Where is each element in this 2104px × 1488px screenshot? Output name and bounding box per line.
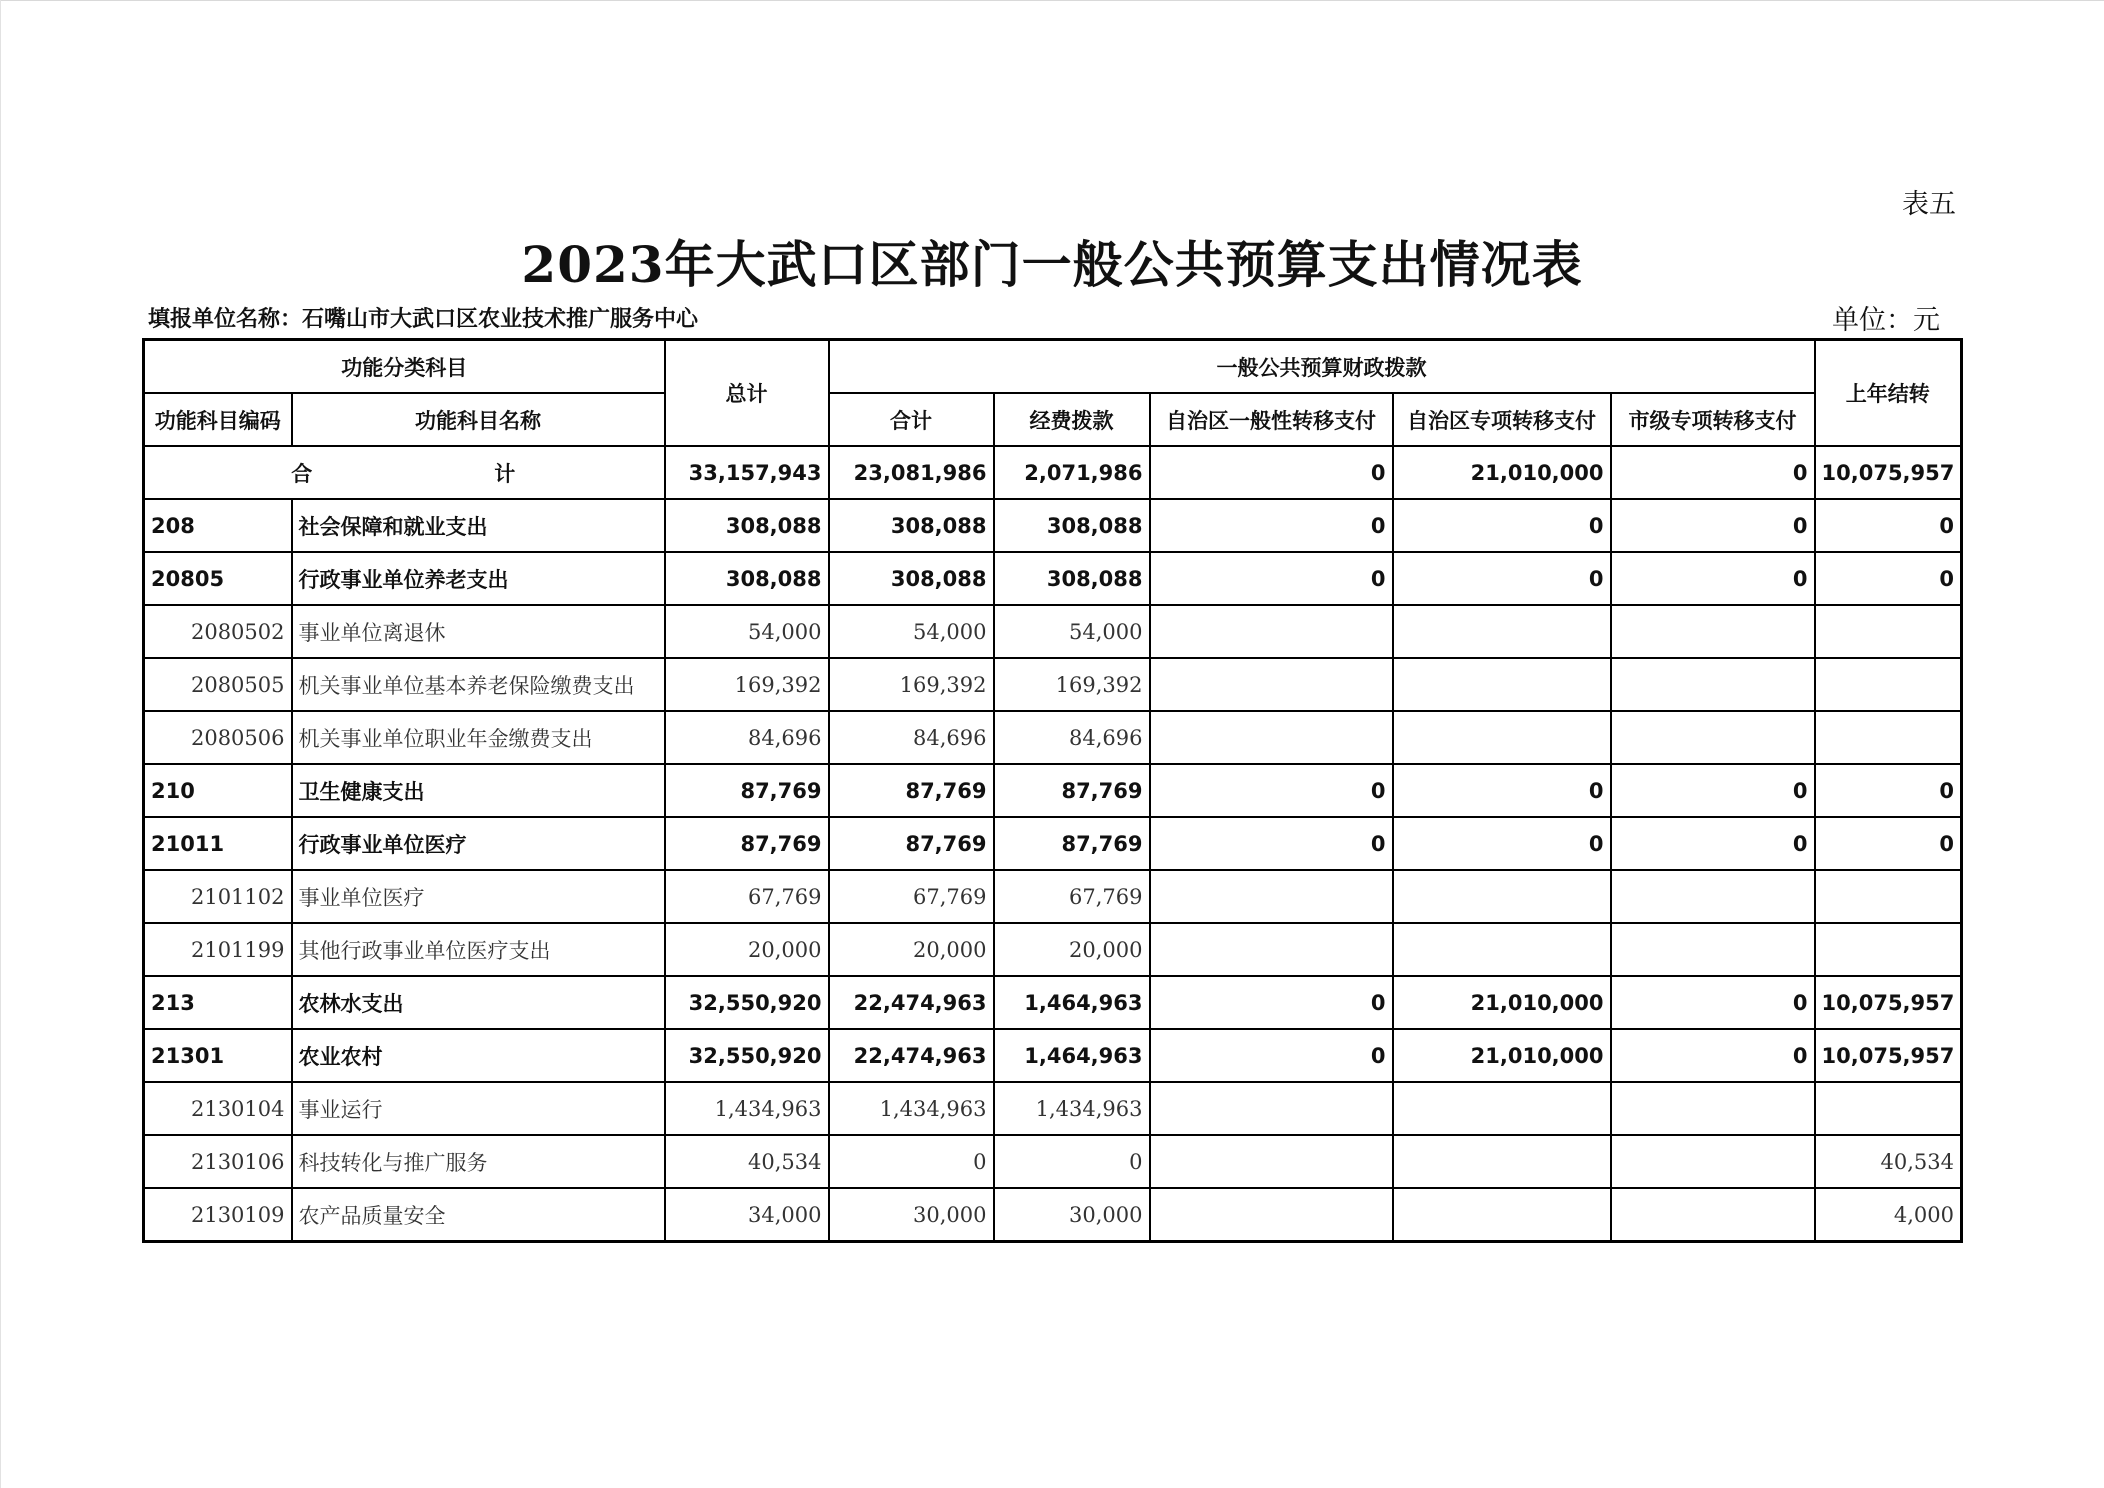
region-general-cell: 0	[1150, 1029, 1393, 1082]
func-name-cell: 科技转化与推广服务	[292, 1135, 665, 1188]
subtotal-cell: 308,088	[829, 552, 994, 605]
func-name-cell: 农林水支出	[292, 976, 665, 1029]
page-edge-top	[0, 0, 2104, 1]
region-general-cell: 0	[1150, 552, 1393, 605]
table-row	[144, 764, 1962, 817]
func-code-cell: 2080502	[144, 605, 292, 658]
city-special-cell	[1611, 1135, 1815, 1188]
city-special-cell: 0	[1611, 976, 1815, 1029]
subtotal-cell: 22,474,963	[829, 1029, 994, 1082]
city-special-cell: 0	[1611, 1029, 1815, 1082]
subtotal-cell: 0	[829, 1135, 994, 1188]
total-cell: 84,696	[665, 711, 829, 764]
func-code-cell: 2130104	[144, 1082, 292, 1135]
carryover-cell: 0	[1815, 552, 1962, 605]
func-name-cell: 社会保障和就业支出	[292, 499, 665, 552]
region-general-cell	[1150, 605, 1393, 658]
header-row-1	[144, 340, 1962, 394]
city-special-cell: 0	[1611, 817, 1815, 870]
func-code-cell: 2101102	[144, 870, 292, 923]
city-special-cell	[1611, 711, 1815, 764]
grand-total-region-special: 21,010,000	[1393, 446, 1611, 499]
region-general-cell	[1150, 1082, 1393, 1135]
subtotal-cell: 169,392	[829, 658, 994, 711]
funding-cell: 1,434,963	[994, 1082, 1150, 1135]
func-code-cell: 213	[144, 976, 292, 1029]
table-row	[144, 658, 1962, 711]
header-func-name: 功能科目名称	[292, 393, 665, 446]
carryover-cell: 0	[1815, 764, 1962, 817]
budget-table	[142, 338, 1963, 1243]
table-row	[144, 1082, 1962, 1135]
header-row-2	[144, 393, 1962, 446]
total-cell: 40,534	[665, 1135, 829, 1188]
header-subtotal: 合计	[829, 393, 994, 446]
funding-cell: 87,769	[994, 817, 1150, 870]
header-city-special-transfer: 市级专项转移支付	[1611, 393, 1815, 446]
total-cell: 87,769	[665, 817, 829, 870]
func-code-cell: 21301	[144, 1029, 292, 1082]
grand-total-city-special: 0	[1611, 446, 1815, 499]
region-special-cell	[1393, 1082, 1611, 1135]
func-code-cell: 2130109	[144, 1188, 292, 1242]
carryover-cell	[1815, 870, 1962, 923]
func-code-cell: 2130106	[144, 1135, 292, 1188]
func-code-cell: 20805	[144, 552, 292, 605]
func-code-cell: 2080505	[144, 658, 292, 711]
carryover-cell	[1815, 711, 1962, 764]
funding-cell: 308,088	[994, 499, 1150, 552]
carryover-cell	[1815, 923, 1962, 976]
carryover-cell	[1815, 1082, 1962, 1135]
table-row	[144, 976, 1962, 1029]
region-general-cell: 0	[1150, 976, 1393, 1029]
city-special-cell	[1611, 1082, 1815, 1135]
region-general-cell	[1150, 870, 1393, 923]
region-special-cell: 0	[1393, 499, 1611, 552]
table-row	[144, 552, 1962, 605]
table-row	[144, 870, 1962, 923]
meta-row	[148, 298, 1948, 334]
total-cell: 169,392	[665, 658, 829, 711]
table-row	[144, 1188, 1962, 1242]
grand-total-carryover: 10,075,957	[1815, 446, 1962, 499]
func-name-cell: 行政事业单位养老支出	[292, 552, 665, 605]
func-name-cell: 行政事业单位医疗	[292, 817, 665, 870]
city-special-cell	[1611, 923, 1815, 976]
header-total: 总计	[665, 340, 829, 447]
filler-unit-label: 填报单位名称：石嘴山市大武口区农业技术推广服务中心	[148, 307, 699, 332]
table-row	[144, 923, 1962, 976]
func-name-cell: 农业农村	[292, 1029, 665, 1082]
region-special-cell	[1393, 605, 1611, 658]
total-cell: 1,434,963	[665, 1082, 829, 1135]
city-special-cell	[1611, 870, 1815, 923]
header-func-code: 功能科目编码	[144, 393, 292, 446]
region-special-cell: 0	[1393, 764, 1611, 817]
table-row	[144, 711, 1962, 764]
currency-unit-label: 单位：元	[1832, 305, 1940, 336]
funding-cell: 84,696	[994, 711, 1150, 764]
func-code-cell: 21011	[144, 817, 292, 870]
total-cell: 308,088	[665, 552, 829, 605]
total-cell: 67,769	[665, 870, 829, 923]
carryover-cell	[1815, 605, 1962, 658]
func-name-cell: 其他行政事业单位医疗支出	[292, 923, 665, 976]
func-name-cell: 机关事业单位职业年金缴费支出	[292, 711, 665, 764]
grand-total-funding: 2,071,986	[994, 446, 1150, 499]
region-general-cell	[1150, 711, 1393, 764]
form-number: 表五	[1902, 189, 1956, 220]
grand-total-subtotal: 23,081,986	[829, 446, 994, 499]
grand-total-total: 33,157,943	[665, 446, 829, 499]
region-general-cell	[1150, 1188, 1393, 1242]
table-row	[144, 1029, 1962, 1082]
total-cell: 87,769	[665, 764, 829, 817]
total-cell: 32,550,920	[665, 976, 829, 1029]
total-cell: 32,550,920	[665, 1029, 829, 1082]
func-name-cell: 事业单位离退休	[292, 605, 665, 658]
funding-cell: 169,392	[994, 658, 1150, 711]
func-code-cell: 2080506	[144, 711, 292, 764]
subtotal-cell: 87,769	[829, 817, 994, 870]
city-special-cell	[1611, 658, 1815, 711]
funding-cell: 308,088	[994, 552, 1150, 605]
grand-total-label-b: 计	[494, 461, 518, 486]
header-region-general-transfer: 自治区一般性转移支付	[1150, 393, 1393, 446]
page-edge-left	[0, 0, 1, 1488]
total-cell: 308,088	[665, 499, 829, 552]
subtotal-cell: 87,769	[829, 764, 994, 817]
grand-total-label	[144, 446, 665, 499]
total-cell: 20,000	[665, 923, 829, 976]
region-special-cell	[1393, 658, 1611, 711]
carryover-cell: 0	[1815, 817, 1962, 870]
header-region-special-transfer: 自治区专项转移支付	[1393, 393, 1611, 446]
region-special-cell: 21,010,000	[1393, 1029, 1611, 1082]
subtotal-cell: 1,434,963	[829, 1082, 994, 1135]
carryover-cell: 4,000	[1815, 1188, 1962, 1242]
grand-total-row	[144, 446, 1962, 499]
region-general-cell: 0	[1150, 499, 1393, 552]
func-code-cell: 210	[144, 764, 292, 817]
funding-cell: 1,464,963	[994, 976, 1150, 1029]
region-general-cell	[1150, 658, 1393, 711]
funding-cell: 54,000	[994, 605, 1150, 658]
table-row	[144, 1135, 1962, 1188]
region-general-cell	[1150, 1135, 1393, 1188]
subtotal-cell: 54,000	[829, 605, 994, 658]
total-cell: 34,000	[665, 1188, 829, 1242]
region-special-cell: 0	[1393, 552, 1611, 605]
funding-cell: 87,769	[994, 764, 1150, 817]
funding-cell: 0	[994, 1135, 1150, 1188]
subtotal-cell: 20,000	[829, 923, 994, 976]
city-special-cell	[1611, 1188, 1815, 1242]
carryover-cell: 0	[1815, 499, 1962, 552]
subtotal-cell: 308,088	[829, 499, 994, 552]
carryover-cell: 40,534	[1815, 1135, 1962, 1188]
subtotal-cell: 67,769	[829, 870, 994, 923]
table-row	[144, 499, 1962, 552]
region-general-cell	[1150, 923, 1393, 976]
table-row	[144, 817, 1962, 870]
region-special-cell	[1393, 711, 1611, 764]
region-special-cell	[1393, 870, 1611, 923]
funding-cell: 20,000	[994, 923, 1150, 976]
city-special-cell: 0	[1611, 499, 1815, 552]
region-special-cell: 0	[1393, 817, 1611, 870]
funding-cell: 30,000	[994, 1188, 1150, 1242]
city-special-cell: 0	[1611, 552, 1815, 605]
region-general-cell: 0	[1150, 764, 1393, 817]
func-code-cell: 208	[144, 499, 292, 552]
total-cell: 54,000	[665, 605, 829, 658]
header-func-class: 功能分类科目	[144, 340, 665, 394]
region-special-cell: 21,010,000	[1393, 976, 1611, 1029]
carryover-cell	[1815, 658, 1962, 711]
region-special-cell	[1393, 1188, 1611, 1242]
header-last-year-carryover: 上年结转	[1815, 340, 1962, 447]
carryover-cell: 10,075,957	[1815, 976, 1962, 1029]
table-row	[144, 605, 1962, 658]
funding-cell: 67,769	[994, 870, 1150, 923]
page-title: 2023年大武口区部门一般公共预算支出情况表	[521, 235, 1583, 294]
subtotal-cell: 30,000	[829, 1188, 994, 1242]
grand-total-region-general: 0	[1150, 446, 1393, 499]
func-name-cell: 农产品质量安全	[292, 1188, 665, 1242]
func-name-cell: 机关事业单位基本养老保险缴费支出	[292, 658, 665, 711]
func-code-cell: 2101199	[144, 923, 292, 976]
region-special-cell	[1393, 1135, 1611, 1188]
func-name-cell: 卫生健康支出	[292, 764, 665, 817]
city-special-cell: 0	[1611, 764, 1815, 817]
subtotal-cell: 22,474,963	[829, 976, 994, 1029]
carryover-cell: 10,075,957	[1815, 1029, 1962, 1082]
funding-cell: 1,464,963	[994, 1029, 1150, 1082]
region-special-cell	[1393, 923, 1611, 976]
func-name-cell: 事业单位医疗	[292, 870, 665, 923]
func-name-cell: 事业运行	[292, 1082, 665, 1135]
city-special-cell	[1611, 605, 1815, 658]
header-funding: 经费拨款	[994, 393, 1150, 446]
header-general-funding: 一般公共预算财政拨款	[829, 340, 1815, 394]
subtotal-cell: 84,696	[829, 711, 994, 764]
region-general-cell: 0	[1150, 817, 1393, 870]
grand-total-label-a: 合	[291, 461, 315, 486]
